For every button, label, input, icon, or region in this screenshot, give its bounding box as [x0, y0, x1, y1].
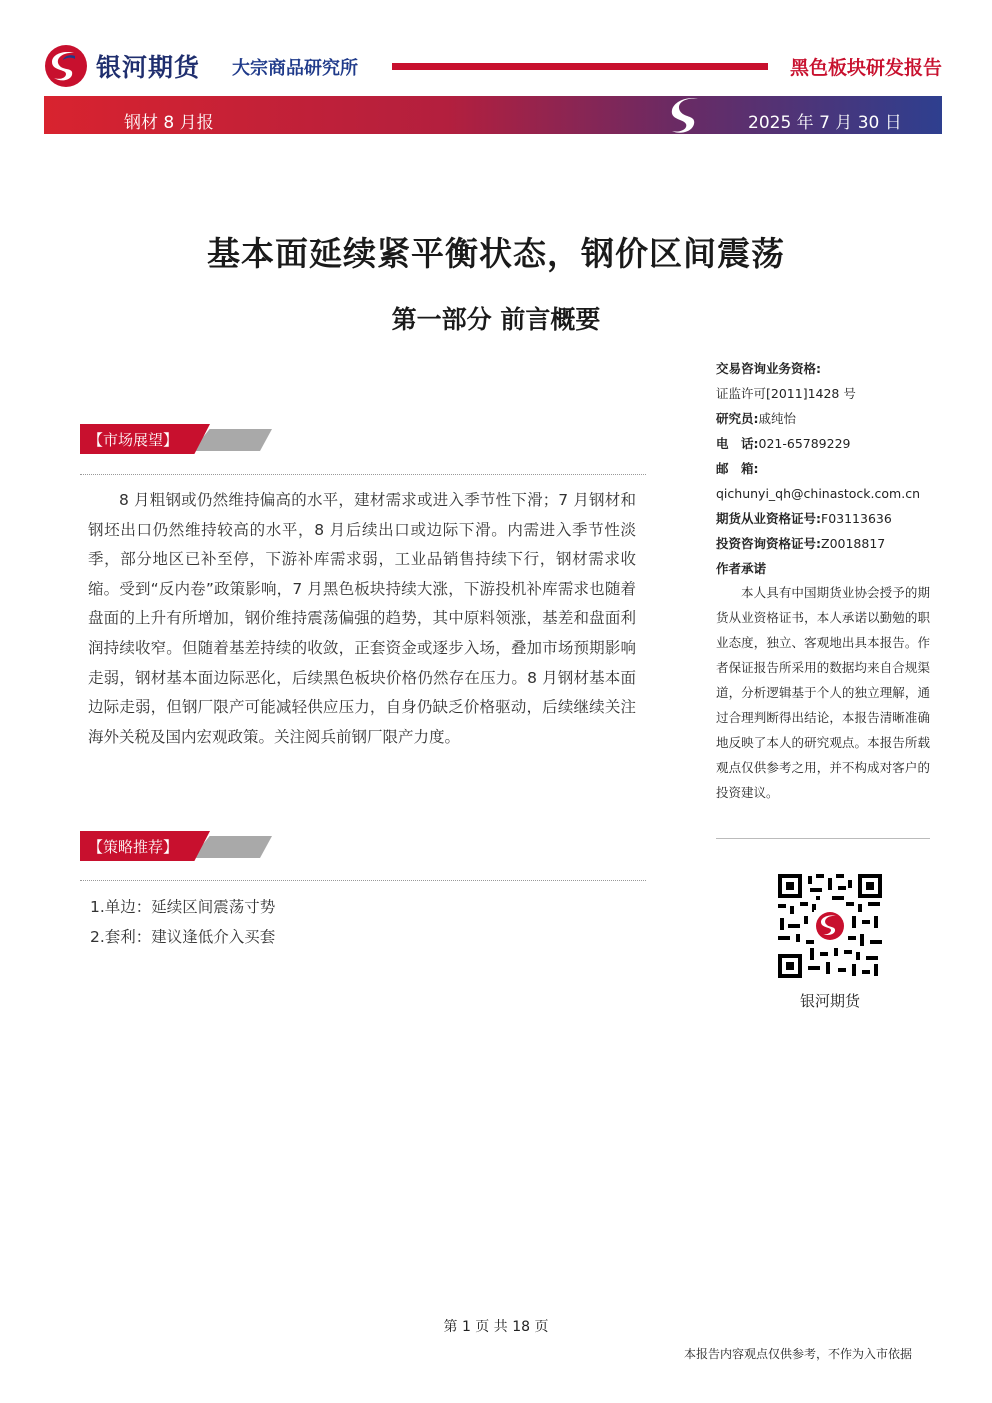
qualification-value: 证监许可[2011]1428 号: [716, 386, 856, 401]
qualification-label: 交易咨询业务资格:: [716, 361, 821, 376]
strategy-item: 1.单边：延续区间震荡寸势: [90, 898, 276, 916]
futures-cert-label: 期货从业资格证号:: [716, 511, 821, 526]
section-divider: [80, 880, 646, 881]
swirl-logo-icon: [664, 96, 708, 138]
market-outlook-label: 【市场展望】: [88, 431, 179, 449]
institute-name: 大宗商品研究所: [232, 58, 358, 79]
company-logo-icon: [44, 44, 88, 88]
researcher-label: 研究员:: [716, 411, 759, 426]
analyst-info: [716, 356, 934, 581]
futures-cert-value: F03113636: [821, 511, 892, 526]
market-outlook-text: 8 月粗钢或仍然维持偏高的水平，建材需求或进入季节性下滑；7 月钢材和钢坯出口仍然维持较高的水平，8 月后续出口或边际下滑。内需进入季节性淡季，部分地区已补至停，下游补库需求弱，工业品销售持续下行，钢材需求收缩。受到“反内卷”政策影响，7 月黑色板块持续大涨，下游投机补库需求也随着盘面的上升有所增加，钢价维持震荡偏强的趋势，其中原料领涨，基差和盘面利润持续收窄。但随着基差持续的收敛，正套资金或逐步入场，叠加市场预期影响走弱，钢材基本面边际恶化，后续黑色板块价格仍然存在压力。8 月钢材基本面边际走弱，但钢厂限产可能减轻供应压力，自身仍缺乏价格驱动，后续继续关注海外关税及国内宏观政策。关注阅兵前钢厂限产力度。: [88, 491, 636, 746]
invest-cert-value: Z0018817: [821, 536, 886, 551]
email-label: 邮 箱:: [716, 461, 759, 476]
qr-caption: 银河期货: [799, 992, 860, 1010]
email-value[interactable]: qichunyi_qh@chinastock.com.cn: [716, 486, 920, 501]
strategy-label: 【策略推荐】: [88, 838, 179, 856]
qr-code-icon[interactable]: [776, 872, 884, 980]
phone-value: 021-65789229: [758, 436, 851, 451]
report-period: 钢材 8 月报: [124, 113, 214, 133]
section-title: 第一部分 前言概要: [391, 305, 601, 334]
page-number: 第 1 页 共 18 页: [443, 1319, 549, 1335]
report-title: 基本面延续紧平衡状态，钢价区间震荡: [207, 234, 785, 273]
disclaimer: 本报告内容观点仅供参考，不作为入市依据: [684, 1347, 913, 1361]
brand-name: 银河期货: [96, 53, 201, 82]
header-divider: [392, 63, 768, 70]
strategy-item: 2.套利：建议逢低介入买套: [90, 928, 276, 946]
info-divider: [716, 838, 930, 839]
phone-label: 电 话:: [716, 436, 759, 451]
invest-cert-label: 投资咨询资格证号:: [716, 536, 821, 551]
report-date: 2025 年 7 月 30 日: [748, 113, 902, 133]
report-type: 黑色板块研发报告: [790, 57, 943, 79]
promise-label: 作者承诺: [716, 561, 767, 576]
author-promise-text: 本人具有中国期货业协会授予的期货从业资格证书，本人承诺以勤勉的职业态度，独立、客观地出具本报告。作者保证报告所采用的数据均来自合规渠道，分析逻辑基于个人的独立理解，通过合理判断得出结论，本报告清晰准确地反映了本人的研究观点。本报告所载观点仅供参考之用，并不构成对客户的投资建议。: [716, 585, 930, 800]
researcher-name: 戚纯怡: [758, 411, 797, 426]
section-divider: [80, 474, 646, 475]
